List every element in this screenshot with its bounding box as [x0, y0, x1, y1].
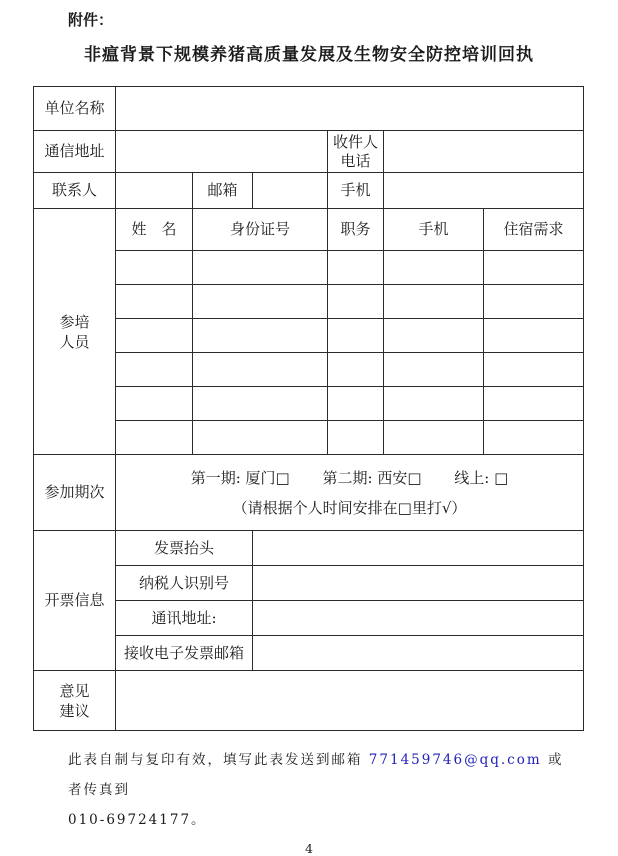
participant-row [34, 353, 584, 387]
participant-id-cell [193, 353, 328, 387]
participants-col-mobile: 手机 [384, 209, 484, 251]
taxpayer-id-label: 纳税人识别号 [116, 566, 253, 601]
participant-lodging-cell [484, 421, 584, 455]
participant-title-cell [328, 421, 384, 455]
recipient-phone-field [384, 131, 584, 173]
invoice-email-label: 接收电子发票邮箱 [116, 636, 253, 671]
mail-address-label: 通信地址 [34, 131, 116, 173]
session-options-cell [116, 455, 584, 531]
document-page [0, 10, 618, 856]
invoice-row [34, 601, 584, 636]
invoice-address-field [253, 601, 584, 636]
participant-title-cell [328, 285, 384, 319]
session-row [34, 455, 584, 531]
participants-col-lodging: 住宿需求 [484, 209, 584, 251]
participant-mobile-cell [384, 285, 484, 319]
email-label: 邮箱 [193, 173, 253, 209]
invoice-address-label: 通讯地址: [116, 601, 253, 636]
invoice-row [34, 531, 584, 566]
invoice-title-label: 发票抬头 [116, 531, 253, 566]
participant-title-cell [328, 387, 384, 421]
unit-name-label: 单位名称 [34, 87, 116, 131]
participant-mobile-cell [384, 353, 484, 387]
participant-name-cell [116, 421, 193, 455]
participant-row [34, 285, 584, 319]
participant-title-cell [328, 319, 384, 353]
feedback-field [116, 671, 584, 731]
feedback-label-text: 意见建议 [59, 681, 90, 720]
participant-name-cell [116, 285, 193, 319]
invoice-group-label: 开票信息 [34, 531, 116, 671]
session-note: （请根据个人时间安排在□里打√） [232, 498, 467, 517]
participant-mobile-cell [384, 387, 484, 421]
participant-mobile-cell [384, 319, 484, 353]
participants-group-label [34, 209, 116, 455]
footer-note-after-email: 或者传真到 [68, 752, 564, 798]
participant-id-cell [193, 319, 328, 353]
participants-group-label-text: 参培人员 [59, 312, 90, 351]
email-field [253, 173, 328, 209]
taxpayer-id-field [253, 566, 584, 601]
participant-name-cell [116, 319, 193, 353]
recipient-phone-label: 收件人电话 [328, 131, 384, 173]
participant-mobile-cell [384, 421, 484, 455]
contact-label: 联系人 [34, 173, 116, 209]
participant-lodging-cell [484, 387, 584, 421]
participant-id-cell [193, 251, 328, 285]
participant-name-cell [116, 387, 193, 421]
participants-header-row [34, 209, 584, 251]
page-number: 4 [305, 841, 313, 856]
contact-field [116, 173, 193, 209]
session-option-xian: 第二期: 西安□ [322, 468, 422, 487]
invoice-row [34, 566, 584, 601]
page-title: 非瘟背景下规模养猪高质量发展及生物安全防控培训回执 [84, 45, 534, 65]
mobile-label: 手机 [328, 173, 384, 209]
participant-lodging-cell [484, 319, 584, 353]
mobile-field [384, 173, 584, 209]
unit-name-field [116, 87, 584, 131]
registration-form-table [33, 86, 584, 731]
participants-col-id: 身份证号 [193, 209, 328, 251]
participant-lodging-cell [484, 285, 584, 319]
participants-col-name: 姓 名 [116, 209, 193, 251]
mail-address-field [116, 131, 328, 173]
participant-name-cell [116, 353, 193, 387]
participant-row [34, 251, 584, 285]
participant-lodging-cell [484, 251, 584, 285]
footer-line2: 010-69724177。 [68, 812, 207, 828]
session-group-label: 参加期次 [34, 455, 116, 531]
participants-col-title: 职务 [328, 209, 384, 251]
invoice-title-field [253, 531, 584, 566]
contact-row [34, 173, 584, 209]
invoice-row [34, 636, 584, 671]
footer-line1 [68, 745, 568, 805]
session-option-xiamen: 第一期: 厦门□ [190, 468, 290, 487]
footer-note [68, 745, 568, 835]
participant-id-cell [193, 421, 328, 455]
feedback-label [34, 671, 116, 731]
participant-title-cell [328, 251, 384, 285]
footer-note-before-email: 此表自制与复印有效，填写此表发送到邮箱 [68, 752, 369, 768]
unit-name-row [34, 87, 584, 131]
participant-row [34, 319, 584, 353]
address-row [34, 131, 584, 173]
invoice-email-field [253, 636, 584, 671]
participant-lodging-cell [484, 353, 584, 387]
participant-id-cell [193, 387, 328, 421]
footer-email[interactable]: 771459746@qq.com [368, 752, 542, 768]
session-options-line [118, 463, 581, 493]
attachment-label: 附件： [68, 11, 114, 29]
participant-id-cell [193, 285, 328, 319]
participant-title-cell [328, 353, 384, 387]
participant-name-cell [116, 251, 193, 285]
participant-row [34, 387, 584, 421]
session-option-online: 线上: □ [454, 468, 509, 487]
participant-row [34, 421, 584, 455]
feedback-row [34, 671, 584, 731]
participant-mobile-cell [384, 251, 484, 285]
